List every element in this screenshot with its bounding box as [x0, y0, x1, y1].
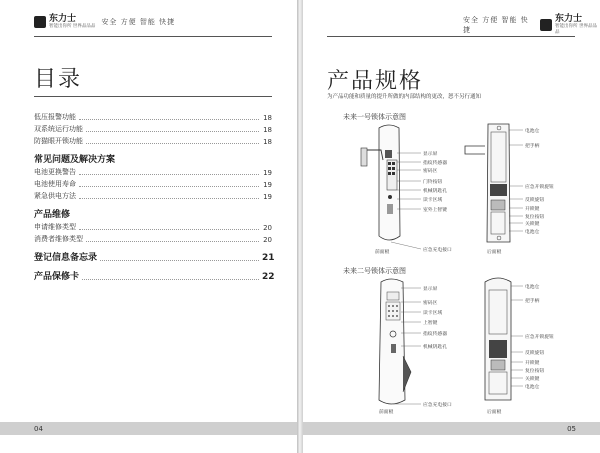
- d1-label-smart-key: 室外上智键: [423, 208, 447, 213]
- brand-slogan: 安全 方便 智能 快捷: [101, 18, 176, 26]
- d2-label-deadlock-knob: 反锁旋钮: [525, 351, 545, 356]
- diagram2-title: 未来二号锁体示意图: [343, 267, 406, 275]
- footer-bar: [0, 422, 297, 435]
- toc-entry[interactable]: 电池更换警告 19: [34, 168, 272, 177]
- d2-label-fingerprint: 指纹传感器: [423, 332, 447, 337]
- d2-label-open-key: 开锁键: [525, 361, 540, 366]
- brand-slogan: 安全 方便 智能 快捷: [463, 16, 529, 34]
- brand-sub: 智能出你所 世界品品品: [49, 24, 96, 29]
- intro-note: 为产品功能和质量的提升所做的内部结构的更改，恕不另行通知: [327, 94, 482, 100]
- d2-label-battery-bottom: 电池仓: [525, 385, 540, 390]
- d1-label-front-panel: 前面板: [375, 250, 390, 255]
- d2-label-keyhole: 机械钥匙孔: [423, 345, 447, 350]
- d2-label-card: 读卡区域: [423, 311, 443, 316]
- toc-entry[interactable]: 双系统运行功能 18: [34, 125, 272, 134]
- d2-label-handle: 把手柄: [525, 299, 540, 304]
- brand-logo: [34, 14, 95, 30]
- d1-label-charge-port: 应急充电接口: [423, 248, 452, 253]
- toc-section-repair[interactable]: 产品维修: [34, 210, 71, 220]
- d1-label-keyhole: 机械钥匙孔: [423, 189, 447, 194]
- left-page: [0, 0, 297, 453]
- toc-entry[interactable]: 申请维修类型 20: [34, 223, 272, 232]
- d2-label-display: 显示屏: [423, 287, 438, 292]
- page-title: 目录: [34, 67, 83, 92]
- diagram2-back-leaders: [511, 286, 523, 386]
- d2-label-reset: 复位按钮: [525, 369, 545, 374]
- diagram-illustrations: [303, 0, 600, 453]
- brand-sub: 智能出你所 世界品品品: [555, 24, 597, 35]
- d2-label-front-panel: 前面板: [379, 410, 394, 415]
- d2-label-charge-port: 应急充电接口: [423, 403, 452, 408]
- diagram1-title: 未来一号锁体示意图: [343, 113, 406, 121]
- diagram1-back-leaders: [509, 130, 523, 231]
- toc-entry[interactable]: 电池使用寿命 19: [34, 180, 272, 189]
- brand-block: [34, 14, 175, 30]
- d1-label-card: 读卡区域: [423, 198, 443, 203]
- brand-name: 东力士: [555, 14, 583, 24]
- toc-entry[interactable]: 消费者维修类型 20: [34, 235, 272, 244]
- page-number: 05: [567, 425, 576, 433]
- d1-label-keypad: 密码区: [423, 169, 438, 174]
- d1-label-reset: 复位按钮: [525, 215, 545, 220]
- d1-label-fingerprint: 指纹传感器: [423, 161, 447, 166]
- d1-label-doorbell: 门铃按钮: [423, 180, 443, 185]
- d1-label-battery-bottom: 电池仓: [525, 230, 540, 235]
- d1-label-battery-top: 电池仓: [525, 129, 540, 134]
- d2-label-keypad: 密码区: [423, 301, 438, 306]
- d1-label-deadlock-knob: 反锁旋钮: [525, 198, 545, 203]
- table-of-contents: [34, 110, 275, 282]
- toc-entry-warranty[interactable]: 产品保修卡 22: [34, 272, 275, 282]
- d2-label-close-key: 关锁键: [525, 377, 540, 382]
- d1-label-emergency-knob: 应急开锁旋钮: [525, 185, 554, 190]
- d1-label-close-key: 关锁键: [525, 222, 540, 227]
- right-page: [303, 0, 600, 453]
- footer-bar: [303, 422, 600, 435]
- diagram2-back-panel: [485, 278, 511, 400]
- d2-label-battery-top: 电池仓: [525, 285, 540, 290]
- d1-label-back-panel: 后面板: [487, 250, 502, 255]
- diagram2-front-panel: [379, 279, 411, 404]
- toc-entry[interactable]: 紧急供电方法 19: [34, 192, 272, 201]
- d2-label-smart-key: 上智键: [423, 321, 438, 326]
- diagram1-front-panel: [361, 125, 400, 240]
- d1-label-handle: 把手柄: [525, 144, 540, 149]
- d1-label-open-key: 开锁键: [525, 207, 540, 212]
- d1-label-display: 显示屏: [423, 152, 438, 157]
- toc-entry-registration[interactable]: 登记信息备忘录 21: [34, 253, 275, 263]
- brand-name: 东力士: [49, 14, 77, 24]
- d2-label-emergency-knob: 应急开锁旋钮: [525, 335, 554, 340]
- diagram1-back-panel: [465, 124, 510, 242]
- d2-label-back-panel: 后面板: [487, 410, 502, 415]
- toc-section-faq[interactable]: 常见问题及解决方案: [34, 155, 116, 165]
- page-title: 产品规格: [327, 69, 424, 94]
- toc-entry[interactable]: 低压报警功能 18: [34, 113, 272, 122]
- page-number: 04: [34, 425, 43, 433]
- title-rule: [34, 96, 272, 97]
- toc-entry[interactable]: 防猫眼开锁功能 18: [34, 137, 272, 146]
- header-rule: [34, 36, 272, 37]
- logo-icon: [34, 16, 46, 28]
